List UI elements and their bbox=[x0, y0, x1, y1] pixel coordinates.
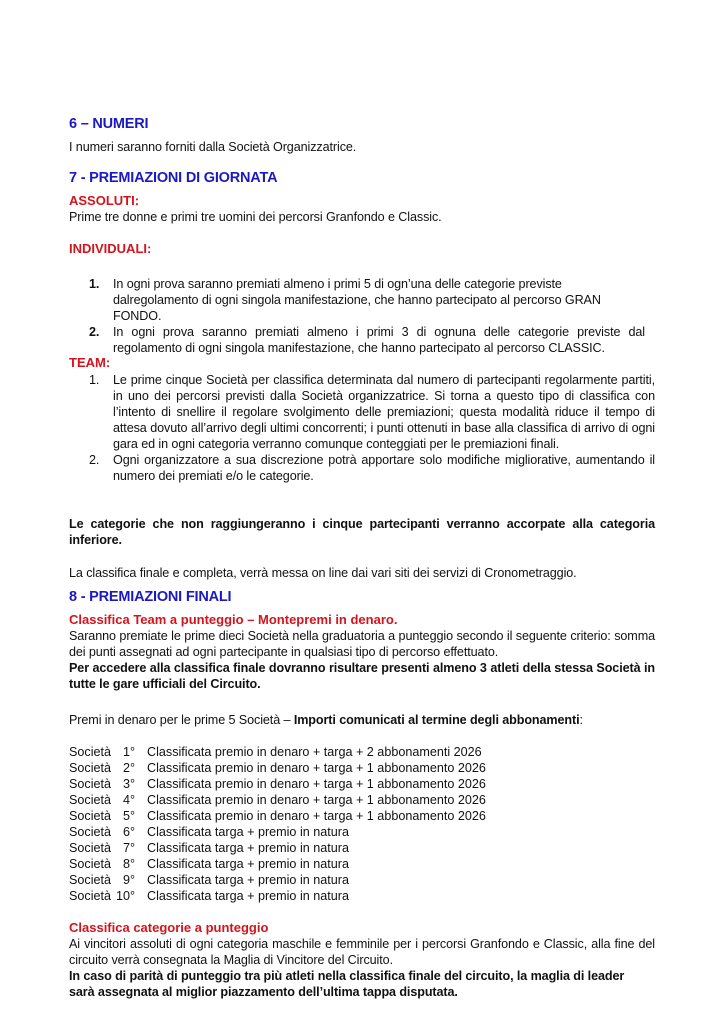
prize-description: Classificata targa + premio in natura bbox=[147, 857, 349, 871]
section-6-text: I numeri saranno forniti dalla Società Organizzatrice. bbox=[69, 140, 357, 154]
classifica-categorie-heading: Classifica categorie a punteggio bbox=[69, 920, 269, 935]
prize-rank: 2° bbox=[122, 761, 135, 775]
team-heading: TEAM: bbox=[69, 355, 111, 370]
prize-row bbox=[69, 888, 349, 904]
premi-intro-end: : bbox=[579, 713, 583, 727]
classifica-categorie-text: Ai vincitori assoluti di ogni categoria maschile e femminile per i percorsi Granfondo e Classic, alla fine del circuito verrà consegnata la Maglia di Vincitore del Circuito. bbox=[69, 937, 655, 967]
prize-description: Classificata targa + premio in natura bbox=[147, 873, 349, 887]
list-item-text: In ogni prova saranno premiati almeno i primi 5 di ogn’una delle categorie previste dalregolamento di ogni singola manifestazione, che hanno partecipato al percorso GRAN FONDO. bbox=[113, 277, 601, 323]
prize-label: Società bbox=[69, 841, 112, 855]
classifica-categorie-bold: In caso di parità di punteggio tra più atleti nella classifica finale del circuito, la maglia di leader sarà assegnata al miglior piazzamento dell’ultima tappa disputata. bbox=[69, 969, 625, 999]
prize-rank: 6° bbox=[122, 825, 135, 839]
premi-intro bbox=[69, 712, 655, 728]
list-item-number: 1. bbox=[89, 277, 100, 291]
premi-intro-text: Premi in denaro per le prime 5 Società – bbox=[69, 713, 294, 727]
prize-description: Classificata premio in denaro + targa + 1 abbonamento 2026 bbox=[147, 793, 486, 807]
prize-rank: 1° bbox=[122, 745, 135, 759]
prize-label: Società bbox=[69, 745, 112, 759]
classifica-team-text: Saranno premiate le prime dieci Società nella graduatoria a punteggio secondo il seguente criterio: somma dei punti assegnati ad ogni partecipante in qualsiasi tipo di percorso effettuato. bbox=[69, 629, 655, 659]
prize-rank: 9° bbox=[122, 873, 135, 887]
prize-row bbox=[69, 792, 486, 808]
prize-row bbox=[69, 872, 349, 888]
categorie-note-bold: Le categorie che non raggiungeranno i cinque partecipanti verranno accorpate alla categoria inferiore. bbox=[69, 517, 655, 547]
list-item-number: 2. bbox=[89, 453, 100, 467]
prize-description: Classificata targa + premio in natura bbox=[147, 889, 349, 903]
prize-description: Classificata targa + premio in natura bbox=[147, 825, 349, 839]
prize-description: Classificata premio in denaro + targa + 1 abbonamento 2026 bbox=[147, 761, 486, 775]
section-8-title: 8 - PREMIAZIONI FINALI bbox=[69, 589, 232, 605]
list-item-text: Ogni organizzatore a sua discrezione potrà apportare solo modifiche migliorative, aumentando il numero dei premiati e/o le categorie. bbox=[113, 453, 655, 483]
prize-label: Società bbox=[69, 777, 112, 791]
prize-row bbox=[69, 744, 482, 760]
individuali-list bbox=[69, 276, 655, 356]
individuali-heading: INDIVIDUALI: bbox=[69, 241, 152, 256]
classifica-team-requirement: Per accedere alla classifica finale dovranno risultare presenti almeno 3 atleti della stessa Società in tutte le gare ufficiali del Circuito. bbox=[69, 661, 655, 691]
prize-label: Società bbox=[69, 825, 112, 839]
assoluti-heading: ASSOLUTI: bbox=[69, 193, 140, 208]
prize-row bbox=[69, 808, 486, 824]
list-item bbox=[69, 452, 655, 484]
assoluti-text: Prime tre donne e primi tre uomini dei percorsi Granfondo e Classic. bbox=[69, 210, 442, 224]
prize-description: Classificata premio in denaro + targa + 1 abbonamento 2026 bbox=[147, 777, 486, 791]
prize-description: Classificata premio in denaro + targa + 1 abbonamento 2026 bbox=[147, 809, 486, 823]
prize-row bbox=[69, 824, 349, 840]
prize-rank: 8° bbox=[122, 857, 135, 871]
classifica-team-heading: Classifica Team a punteggio – Montepremi in denaro. bbox=[69, 612, 398, 627]
prize-row bbox=[69, 776, 486, 792]
list-item bbox=[69, 324, 645, 356]
list-item-text: Le prime cinque Società per classifica determinata dal numero di partecipanti regolarmente partiti, in uno dei percorsi previsti dalla Società organizzatrice. Si torna a questo tipo di classifica con l’intento di snellire il regolare svolgimento delle premiazioni; questa modalità riduce il tempo di attesa dovuto all’arrivo degli ultimi concorrenti; i punti ottenuti in base alla classifica di arrivo di ogni gara ed in ogni categoria verranno comunque conteggiati per le premiazioni finali. bbox=[113, 373, 655, 451]
list-item-text: In ogni prova saranno premiati almeno i primi 3 di ognuna delle categorie previste dal regolamento di ogni singola manifestazione, che hanno partecipato al percorso CLASSIC. bbox=[113, 325, 645, 355]
prize-label: Società bbox=[69, 857, 112, 871]
section-7-title: 7 - PREMIAZIONI DI GIORNATA bbox=[69, 170, 278, 186]
prize-rank: 7° bbox=[122, 841, 135, 855]
cronometraggio-note: La classifica finale e completa, verrà messa on line dai vari siti dei servizi di Cronometraggio. bbox=[69, 566, 577, 580]
prize-row bbox=[69, 856, 349, 872]
list-item-number: 2. bbox=[89, 325, 100, 339]
premi-intro-bold: Importi comunicati al termine degli abbonamenti bbox=[293, 713, 580, 727]
list-item bbox=[69, 372, 655, 452]
team-list bbox=[69, 372, 655, 484]
prize-label: Società bbox=[69, 809, 112, 823]
prize-rank: 10° bbox=[115, 889, 135, 903]
prize-row bbox=[69, 760, 486, 776]
prize-label: Società bbox=[69, 889, 112, 903]
prize-rank: 4° bbox=[122, 793, 135, 807]
list-item-number: 1. bbox=[89, 373, 100, 387]
prize-description: Classificata premio in denaro + targa + 2 abbonamenti 2026 bbox=[147, 745, 482, 759]
prize-rank: 5° bbox=[122, 809, 135, 823]
prize-label: Società bbox=[69, 793, 112, 807]
prize-row bbox=[69, 840, 349, 856]
prize-label: Società bbox=[69, 761, 112, 775]
prize-rank: 3° bbox=[122, 777, 135, 791]
list-item bbox=[69, 276, 613, 324]
prize-label: Società bbox=[69, 873, 112, 887]
section-6-title: 6 – NUMERI bbox=[69, 116, 149, 132]
prize-description: Classificata targa + premio in natura bbox=[147, 841, 349, 855]
